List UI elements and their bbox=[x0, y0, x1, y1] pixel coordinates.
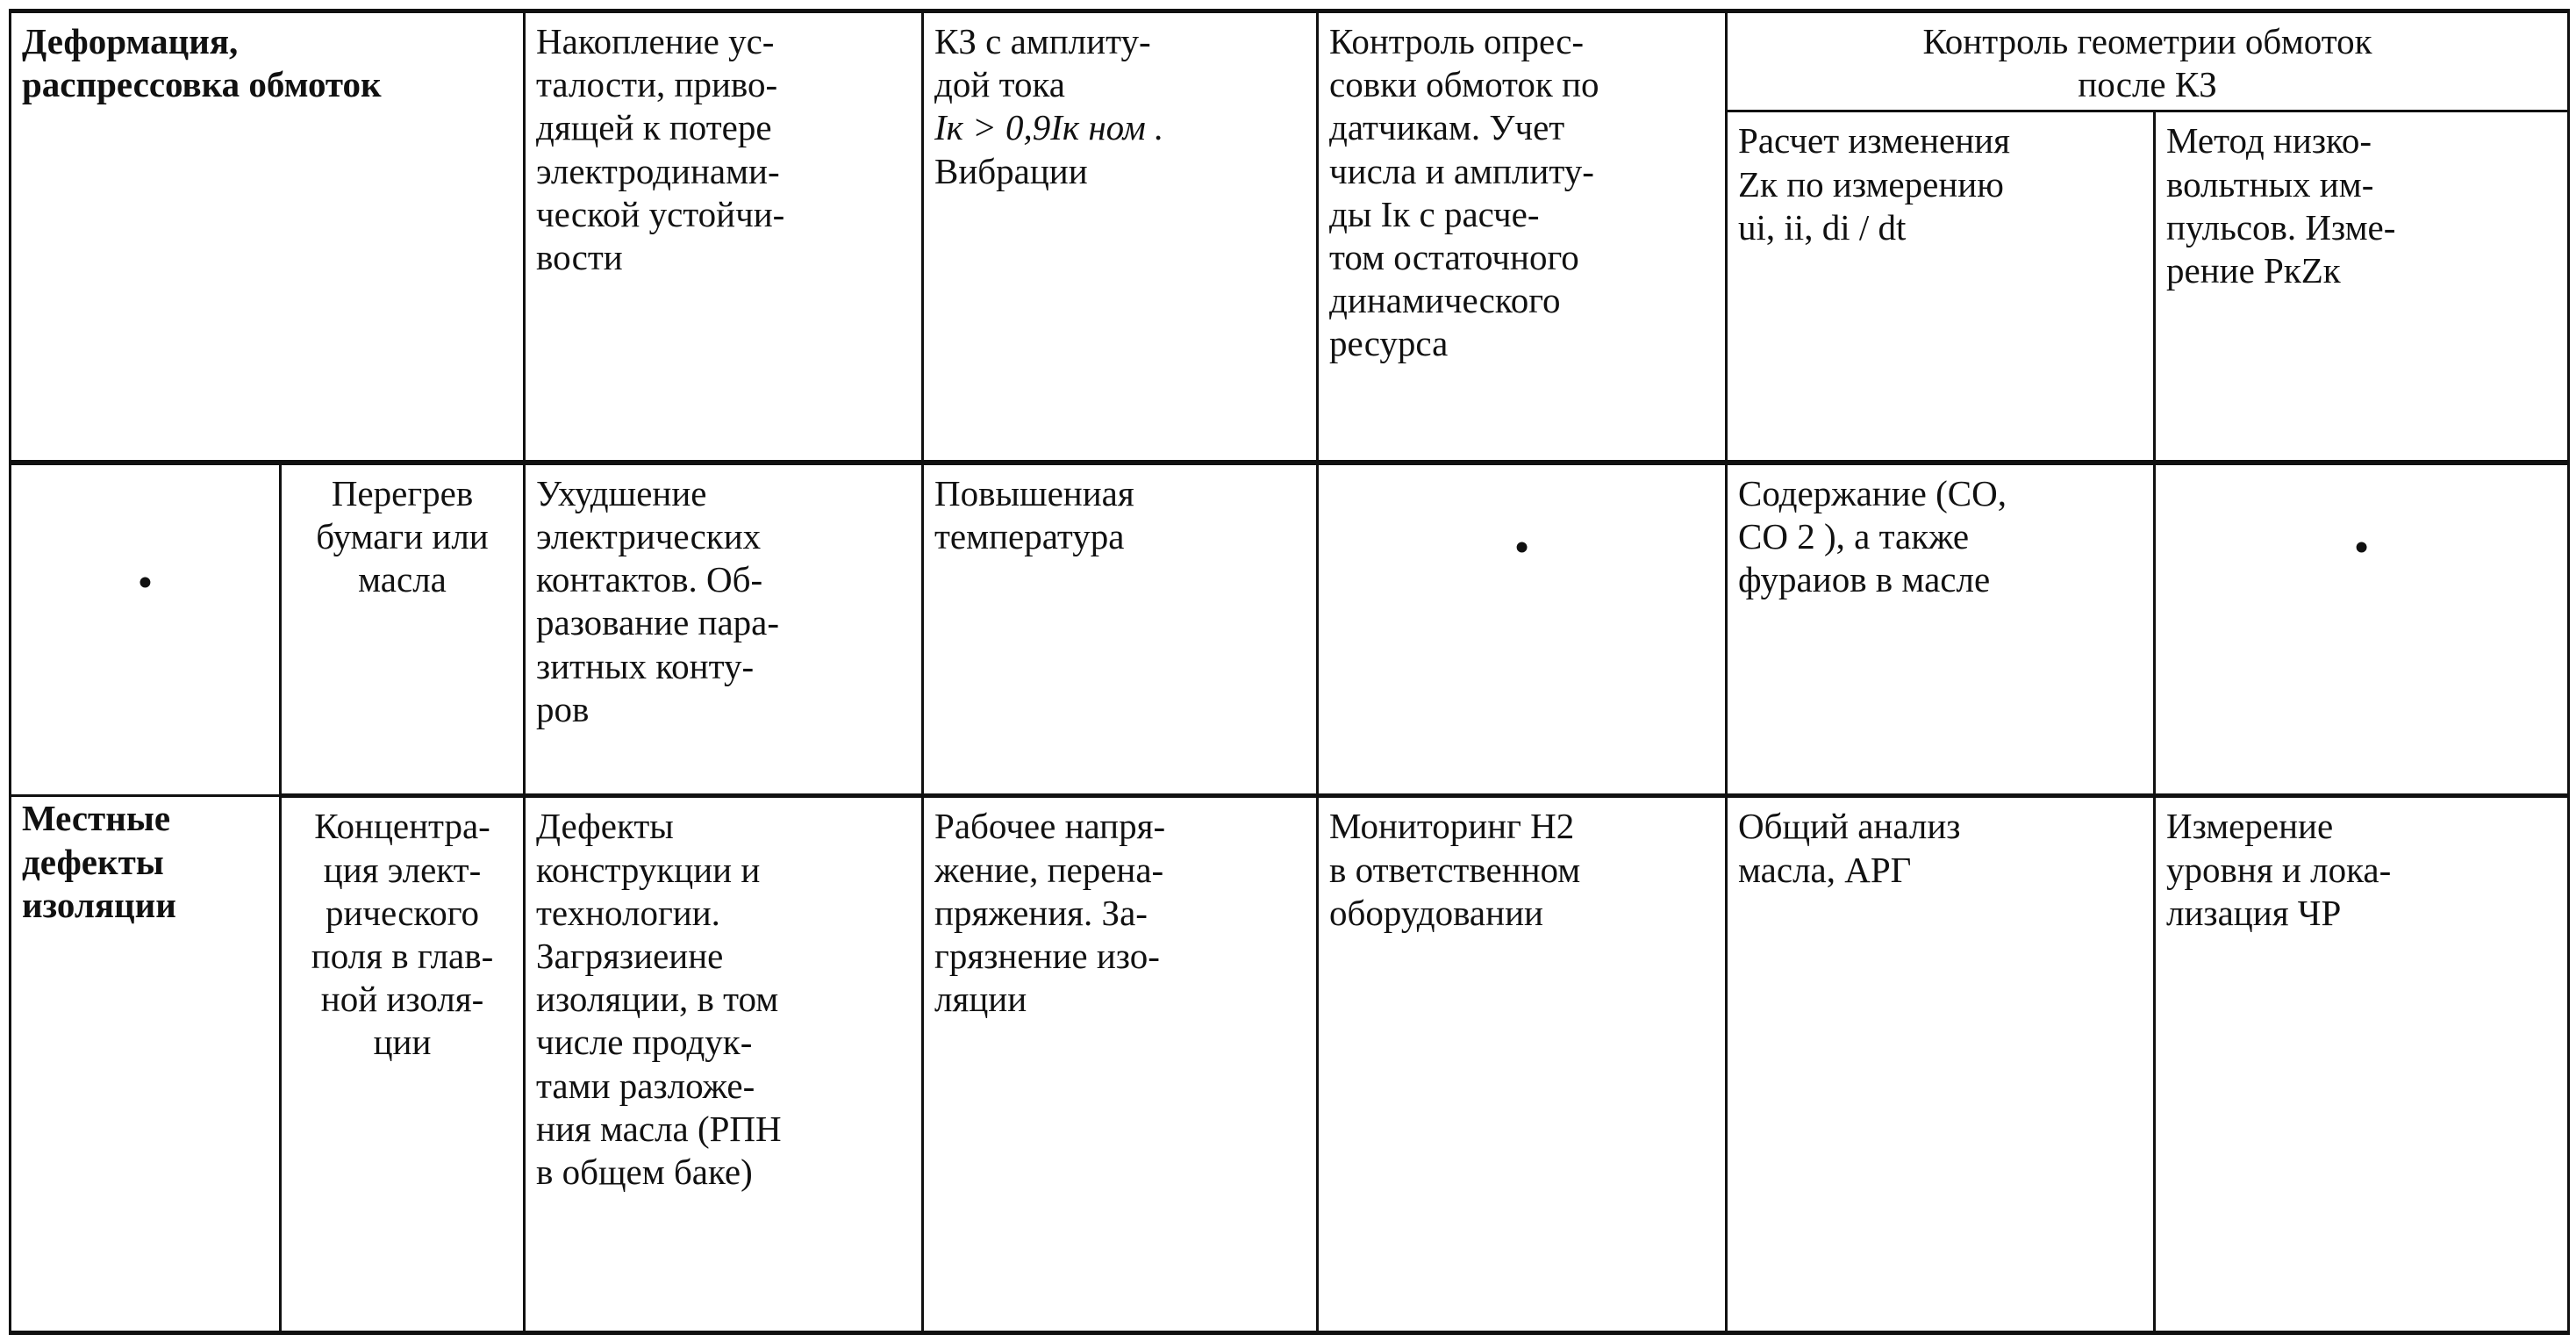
header-impedance-calc: Расчет изменения Zк по измерению ui, ii, di / dt bbox=[1727, 111, 2155, 463]
short-circuit-formula: Iк > 0,9Iк ном . bbox=[934, 107, 1164, 148]
header-low-voltage-pulse: Метод низко- вольтных им- пульсов. Изме- рение PкZк bbox=[2155, 111, 2569, 463]
header-short-circuit bbox=[923, 11, 1318, 463]
header-deformation: Деформация, распрессовка обмоток bbox=[11, 11, 525, 463]
row2-bullet: • bbox=[11, 463, 281, 796]
header-fatigue-accumulation: Накопление ус- талости, приво- дящей к потере электродинами- ческой устойчи- вости bbox=[525, 11, 923, 463]
row3-construction-defects: Дефекты конструкции и технологии. Загрязиеине изоляции, в том числе продук- тами разложе- ния масла (РПН в общем баке) bbox=[525, 796, 923, 1333]
row3-h2-monitoring: Мониторинг H2 в ответственном оборудовании bbox=[1318, 796, 1727, 1333]
row2-dash-2: • bbox=[2155, 463, 2569, 796]
vibration-text: Вибрации bbox=[934, 150, 1088, 191]
row2-contacts: Ухудшение электрических контактов. Об- разование пара- зитных конту- ров bbox=[525, 463, 923, 796]
short-circuit-text: КЗ с амплиту- дой тока bbox=[934, 21, 1151, 105]
row2-overheating: Перегрев бумаги или масла bbox=[281, 463, 525, 796]
row2-gas-content: Содержание (CO, CO 2 ), а также фураиов в масле bbox=[1727, 463, 2155, 796]
row3-field-concentration: Концентра- ция элект- рического поля в глав- ной изоля- ции bbox=[281, 796, 525, 1333]
row2-dash-1: • bbox=[1318, 463, 1727, 796]
row3-operating-voltage: Рабочее напря- жение, перена- пряжения. За- грязнение изо- ляции bbox=[923, 796, 1318, 1333]
header-pressing-control: Контроль опрес- совки обмоток по датчикам. Учет числа и амплиту- ды Iк с расче- том остаточного динамического ресурса bbox=[1318, 11, 1727, 463]
row3-local-defects: Местные дефекты изоляции bbox=[11, 796, 281, 1333]
defects-table bbox=[9, 9, 2570, 1335]
row3-oil-analysis: Общий анализ масла, АРГ bbox=[1727, 796, 2155, 1333]
row3-pd-measurement: Измерение уровня и лока- лизация ЧР bbox=[2155, 796, 2569, 1333]
header-geometry-control: Контроль геометрии обмоток после КЗ bbox=[1727, 11, 2569, 111]
row2-temperature: Повышениая температура bbox=[923, 463, 1318, 796]
